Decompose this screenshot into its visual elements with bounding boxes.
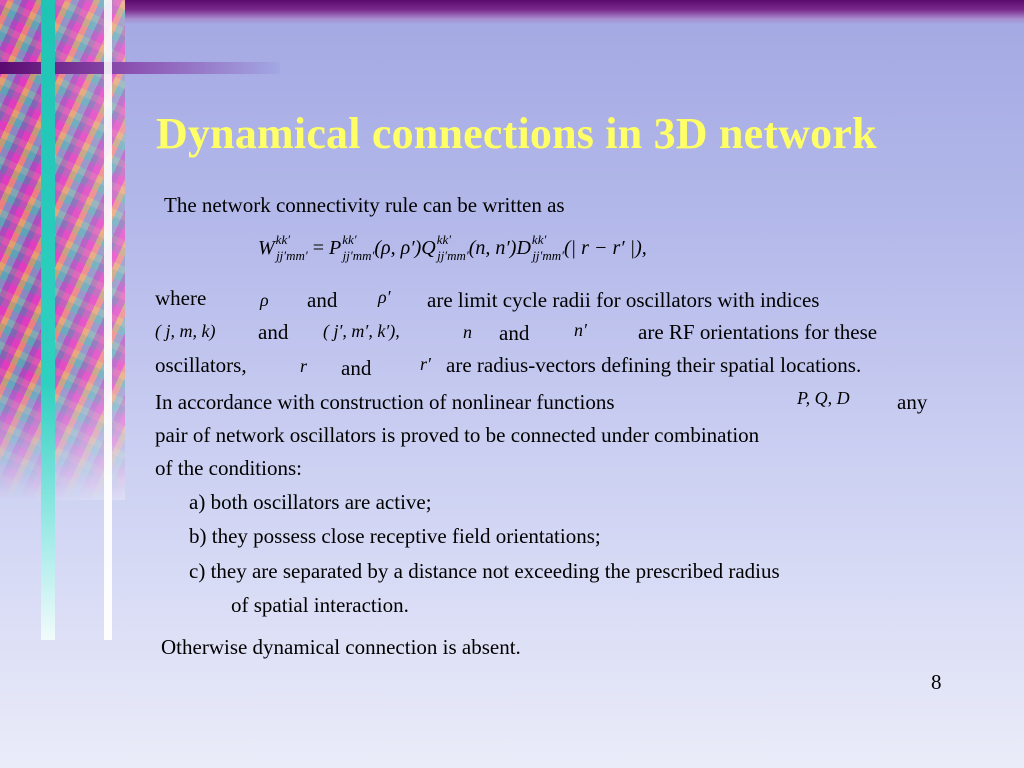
line3-text: are radius-vectors defining their spatial locations.: [446, 353, 862, 377]
condition-c: c) they are separated by a distance not exceeding the prescribed radius: [189, 559, 780, 583]
intro-text: The network connectivity rule can be written as: [164, 193, 565, 217]
connectivity-formula: [258, 232, 647, 264]
top-banner: [0, 0, 1024, 24]
condition-b: b) they possess close receptive field orientations;: [189, 524, 601, 548]
formula-sup-q: kk′: [436, 232, 452, 247]
any-label: any: [897, 390, 928, 414]
formula-sub-w: jj′mm′: [276, 248, 308, 263]
math-r-prime: r′: [420, 354, 431, 374]
formula-sub-p: jj′mm′: [342, 248, 375, 263]
formula-arg-p: (ρ, ρ′): [374, 237, 422, 259]
formula-d: D: [516, 237, 531, 259]
formula-w: W: [258, 237, 275, 259]
formula-arg-d: (| r − r′ |),: [564, 237, 647, 259]
math-rho-prime: ρ′: [378, 287, 391, 307]
math-n: n: [463, 322, 472, 342]
formula-sup-p: kk′: [342, 232, 357, 247]
math-pqd: P, Q, D: [797, 388, 850, 408]
math-jmk: ( j, m, k): [155, 321, 216, 341]
and-label-4: and: [341, 356, 372, 380]
oscillators-label: oscillators,: [155, 353, 247, 377]
formula-sub-d: jj′mm′: [532, 248, 564, 263]
formula-sup-w: kk′: [275, 232, 291, 247]
otherwise-text: Otherwise dynamical connection is absent.: [161, 635, 521, 659]
formula-sup-d: kk′: [531, 232, 547, 247]
formula-equals: =: [307, 237, 330, 259]
math-r: r: [300, 356, 308, 376]
where-label: where: [155, 286, 207, 310]
line1-text: are limit cycle radii for oscillators with indices: [427, 288, 820, 312]
and-label-2: and: [258, 320, 289, 344]
line2-text: are RF orientations for these: [638, 320, 878, 344]
math-rho: ρ: [260, 290, 269, 310]
line6-text: of the conditions:: [155, 456, 302, 480]
line5-text: pair of network oscillators is proved to be connected under combination: [155, 423, 760, 447]
slide-title: Dynamical connections in 3D network: [156, 109, 877, 158]
formula-sub-q: jj′mm′: [437, 248, 469, 263]
formula-p: P: [329, 237, 342, 259]
formula-arg-q: (n, n′): [468, 237, 517, 259]
condition-c-continued: of spatial interaction.: [231, 593, 409, 617]
page-number: 8: [931, 670, 942, 694]
decorative-teal-bar: [41, 0, 55, 640]
math-jmk-prime: ( j′, m′, k′),: [323, 321, 400, 341]
line4-text: In accordance with construction of nonlinear functions: [155, 390, 615, 414]
condition-a: a) both oscillators are active;: [189, 490, 432, 514]
math-n-prime: n′: [574, 320, 587, 340]
and-label-1: and: [307, 288, 338, 312]
formula-q: Q: [421, 237, 436, 259]
decorative-white-bar: [104, 0, 112, 640]
and-label-3: and: [499, 321, 530, 345]
